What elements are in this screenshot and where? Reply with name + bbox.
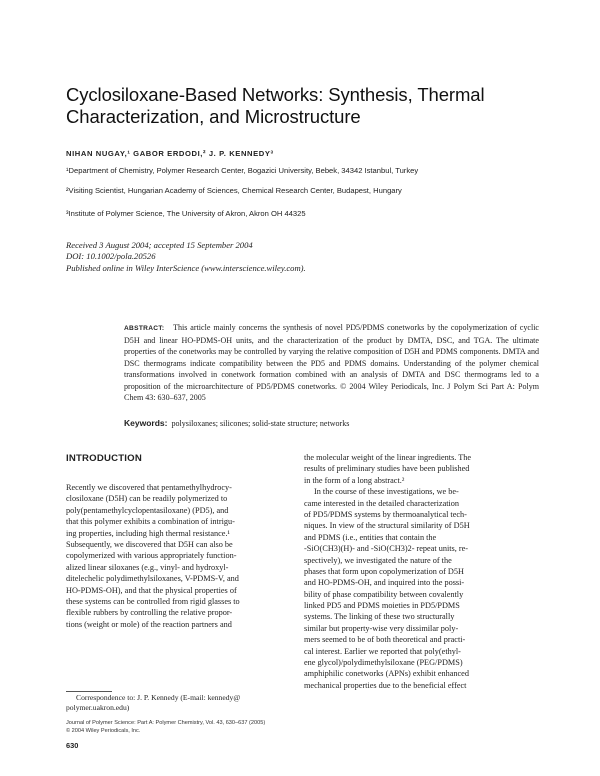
paragraph-line: Recently we discovered that pentamethylhydrocy- — [66, 483, 232, 492]
keywords-line — [124, 418, 539, 428]
paragraph-line: niques. In view of the structural similarity of D5H — [304, 521, 470, 531]
paragraph-line: that this polymer exhibits a combination of intrigu- — [66, 517, 235, 527]
abstract-block — [124, 322, 539, 404]
paragraph-line: mechanical properties due to the beneficial effect — [304, 680, 467, 690]
journal-line-1: Journal of Polymer Science: Part A: Polymer Chemistry, Vol. 43, 630–637 (2005) — [66, 720, 266, 726]
paragraph-line: similar but property-wise very dissimilar poly- — [304, 623, 459, 633]
paragraph-line: and PDMS (i.e., entities that contain the — [304, 532, 437, 542]
abstract-label: ABSTRACT: — [124, 325, 165, 332]
paragraph-line: flexible rubbers by controlling the relative propor- — [66, 608, 233, 618]
publication-dates — [66, 240, 306, 274]
paragraph-line: mers seemed to be of both theoretical and practi- — [304, 635, 466, 645]
paragraph-line: ditelechelic polydimethylsiloxanes, V-PDMS-V, and — [66, 574, 239, 584]
paragraph-line: amphiphilic conetworks (APNs) exhibit enhanced — [304, 669, 469, 679]
paragraph-line: in the form of a long abstract.² — [304, 475, 405, 485]
paragraph-line: tions (weight or mole) of the reaction partners and — [66, 619, 232, 629]
doi: DOI: 10.1002/pola.20526 — [66, 251, 156, 262]
paragraph-line: ene glycol)/polydimethylsiloxane (PEG/PDMS) — [304, 658, 463, 668]
paragraph-line: bility of phase compatibility between covalently — [304, 589, 464, 599]
paragraph-line: of PD5/PDMS systems by thermoanalytical tech- — [304, 509, 467, 519]
article-title — [66, 84, 546, 128]
received-date: Received 3 August 2004; accepted 15 September 2004 — [66, 240, 253, 250]
journal-citation — [66, 719, 301, 735]
journal-line-2: © 2004 Wiley Periodicals, Inc. — [66, 728, 141, 734]
page-number: 630 — [66, 741, 79, 750]
correspondence-line-2: polymer.uakron.edu) — [66, 703, 130, 713]
paragraph-line: came interested in the detailed characterization — [304, 498, 460, 508]
paragraph-line: results of preliminary studies have been published — [304, 464, 470, 474]
title-line-1: Cyclosiloxane-Based Networks: Synthesis, Thermal — [66, 84, 485, 105]
affiliation-1: ¹Department of Chemistry, Polymer Research Center, Bogazici University, Bebek, 34342 Istanbul, Turkey — [66, 166, 419, 175]
published-online: Published online in Wiley InterScience (www.interscience.wiley.com). — [66, 262, 306, 273]
paragraph-line: Subsequently, we discovered that D5H can also be — [66, 539, 233, 549]
affiliation-2: ²Visiting Scientist, Hungarian Academy of Sciences, Chemical Research Center, Budapest, Hungary — [66, 186, 402, 195]
paragraph-line: these systems can be controlled from rigid glasses to — [66, 596, 240, 606]
paragraph-line: spectively), we investigated the nature of the — [304, 555, 452, 565]
paragraph-line: closiloxane (D5H) can be readily polymerized to — [66, 494, 228, 504]
keywords-text: polysiloxanes; silicones; solid-state structure; networks — [171, 419, 350, 428]
affiliation-3: ³Institute of Polymer Science, The University of Akron, Akron OH 44325 — [66, 209, 306, 218]
paragraph-line: ing properties, including high thermal resistance.¹ — [66, 528, 230, 538]
paragraph-line: phases that form upon copolymerization of D5H — [304, 566, 464, 576]
author-list: NIHAN NUGAY,¹ GABOR ERDODI,² J. P. KENNEDY³ — [66, 149, 274, 158]
paragraph-line: HO-PDMS-OH), and that the physical properties of — [66, 585, 237, 595]
paragraph-line: and HO-PDMS-OH, and inquired into the possi- — [304, 578, 465, 588]
correspondence-footnote — [66, 693, 301, 714]
title-line-2: Characterization, and Microstructure — [66, 106, 361, 127]
paragraph-line: the molecular weight of the linear ingredients. The — [304, 453, 472, 462]
paragraph-line: poly(pentamethylcyclopentasiloxane) (PD5), and — [66, 505, 229, 515]
paragraph-line: copolymerized with various appropriately function- — [66, 551, 237, 561]
left-column-text — [66, 482, 301, 630]
paragraph-line: systems. The linking of these two structurally — [304, 612, 455, 622]
paragraph-line: alized linear siloxanes (e.g., vinyl- and hydroxyl- — [66, 562, 229, 572]
paragraph-line: linked PD5 and PDMS moieties in PD5/PDMS — [304, 601, 460, 611]
right-column-text — [304, 452, 539, 691]
paragraph-line: -SiO(CH3)(H)- and -SiO(CH3)2- repeat units, re- — [304, 544, 469, 554]
keywords-label: Keywords: — [124, 418, 168, 428]
abstract-text: This article mainly concerns the synthesis of novel PD5/PDMS conetworks by the copolymerization of cyclic D5H and linear HO-PDMS-OH units, and the characterization of the product by DMTA, DSC, and TGA. The ultimate properties of the conetworks may be controlled by varying the relative composition of D5H and PDMS components. DMTA and DSC thermograms indicate compatibility between the PD5 and PDMS domains. Understanding of the polymer chemical transformations involved in conetwork formation combined with an analysis of DMTA and DSC thermograms led to a proposition of the microarchitecture of PD5/PDMS conetworks. © 2004 Wiley Periodicals, Inc. J Polym Sci Part A: Polym Chem 43: 630–637, 2005 — [124, 323, 539, 402]
correspondence-line-1: Correspondence to: J. P. Kennedy (E-mail: kennedy@ — [76, 693, 241, 702]
footnote-divider — [66, 691, 112, 692]
paragraph-line: cal interest. Earlier we reported that poly(ethyl- — [304, 646, 461, 656]
paragraph-line: In the course of these investigations, we be- — [314, 487, 459, 497]
section-heading-introduction: INTRODUCTION — [66, 453, 142, 464]
